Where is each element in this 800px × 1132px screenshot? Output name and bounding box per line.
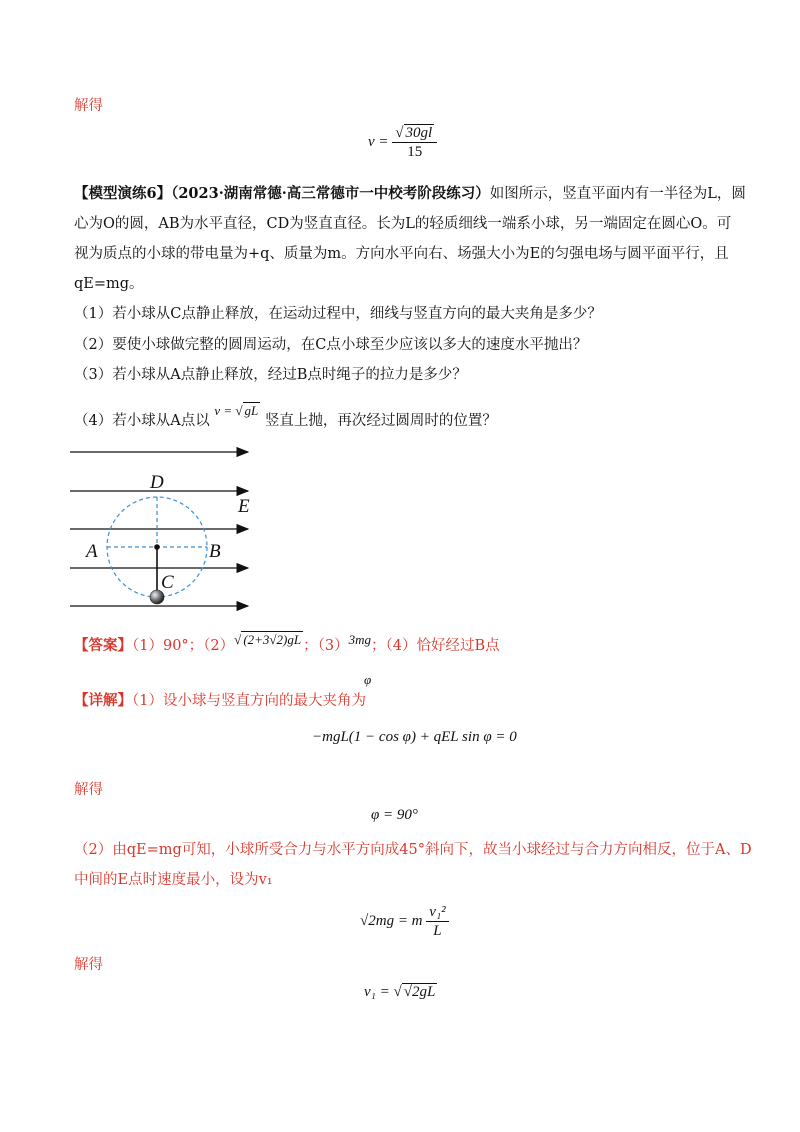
equation-energy: −mgL(1 − cos φ) + qEL sin φ = 0	[312, 729, 517, 745]
problem-line1-rest: 如图所示，竖直平面内有一半径为L，圆	[489, 186, 746, 202]
label-c: C	[161, 572, 174, 593]
q4-velocity: v = √ gL	[214, 403, 259, 418]
answer-p2-radicand: (2+3√2)gL	[243, 632, 302, 647]
detail-line1-text: （1）设小球与竖直方向的最大夹角为	[132, 693, 366, 709]
jiede-label-3: 解得	[74, 957, 103, 973]
equation-centripetal	[360, 903, 449, 940]
answer-part2-sqrt: √ (2+3√2)gL	[234, 632, 302, 647]
eq5-radicand: √2gL	[403, 984, 436, 1000]
equation-phi-result: φ = 90°	[371, 807, 418, 823]
eq5-lhs: v₁ =	[364, 984, 390, 1000]
label-e: E	[238, 496, 250, 517]
label-a: A	[86, 541, 98, 562]
label-d: D	[150, 472, 164, 493]
detail-part2-line-1: （2）由qE=mg可知，小球所受合力与水平方向成45°斜向下，故当小球经过与合力方向相反，位于A、D	[74, 842, 752, 858]
answer-part4: ；（4）恰好经过B点	[370, 638, 500, 654]
answer-part2-prefix: （2）	[203, 638, 235, 654]
eq1-lhs: v =	[368, 133, 389, 150]
problem-line-4: qE=mg。	[74, 276, 144, 292]
q4-v: v =	[214, 403, 233, 418]
label-b: B	[209, 541, 221, 562]
answer-part3-value: 3mg	[348, 632, 371, 647]
problem-line-3: 视为质点的小球的带电量为+q、质量为m。方向水平向右、场强大小为E的匀强电场与圆平面平行，且	[74, 246, 729, 262]
detail-line-1	[74, 691, 366, 711]
q4-sqrt: gL	[244, 403, 259, 418]
eq4-numerator: v₁²	[426, 903, 448, 922]
eq1-numerator: 30gl	[405, 125, 433, 141]
problem-source: （2023·湖南常德·高三常德市一中校考阶段练习）	[171, 185, 490, 202]
answer-part3-prefix: ；（3）	[303, 638, 349, 654]
detail-tag: 【详解】	[74, 692, 132, 709]
center-point	[154, 544, 160, 550]
problem-line-1	[74, 184, 746, 204]
problem-tag: 【模型演练6】	[74, 185, 172, 202]
question-2: （2）要使小球做完整的圆周运动，在C点小球至少应该以多大的速度水平抛出？	[74, 337, 588, 353]
equation-v1-result: v₁ = √ √2gL	[364, 984, 436, 1000]
equation-v-result: v = $\frac{√ 30gl}{15}$	[368, 124, 437, 161]
q4-suffix: 竖直上抛，再次经过圆周时的位置？	[264, 413, 497, 429]
electric-field-circle-diagram	[66, 436, 266, 616]
problem-line-2: 心为O的圆，AB为水平直径，CD为竖直直径。长为L的轻质细线一端系小球，另一端固定在圆心O。可	[74, 216, 732, 232]
question-3: （3）若小球从A点静止释放，经过B点时绳子的拉力是多少？	[74, 367, 467, 383]
answer-line	[74, 632, 500, 656]
q4-prefix: （4）若小球从A点以	[74, 413, 210, 429]
jiede-label-2: 解得	[74, 782, 103, 798]
question-1: （1）若小球从C点静止释放，在运动过程中，细线与竖直方向的最大夹角是多少？	[74, 306, 602, 322]
answer-tag: 【答案】	[74, 637, 132, 654]
answer-part1: （1）90°；	[132, 638, 204, 654]
jiede-label-1: 解得	[74, 98, 103, 114]
phi-symbol: φ	[364, 672, 372, 687]
eq4-lhs: √2mg = m	[360, 912, 423, 929]
question-4	[74, 403, 497, 431]
eq4-denominator: L	[433, 923, 442, 939]
detail-part2-line-2: 中间的E点时速度最小，设为v₁	[74, 872, 273, 888]
eq1-denominator: 15	[407, 144, 423, 160]
